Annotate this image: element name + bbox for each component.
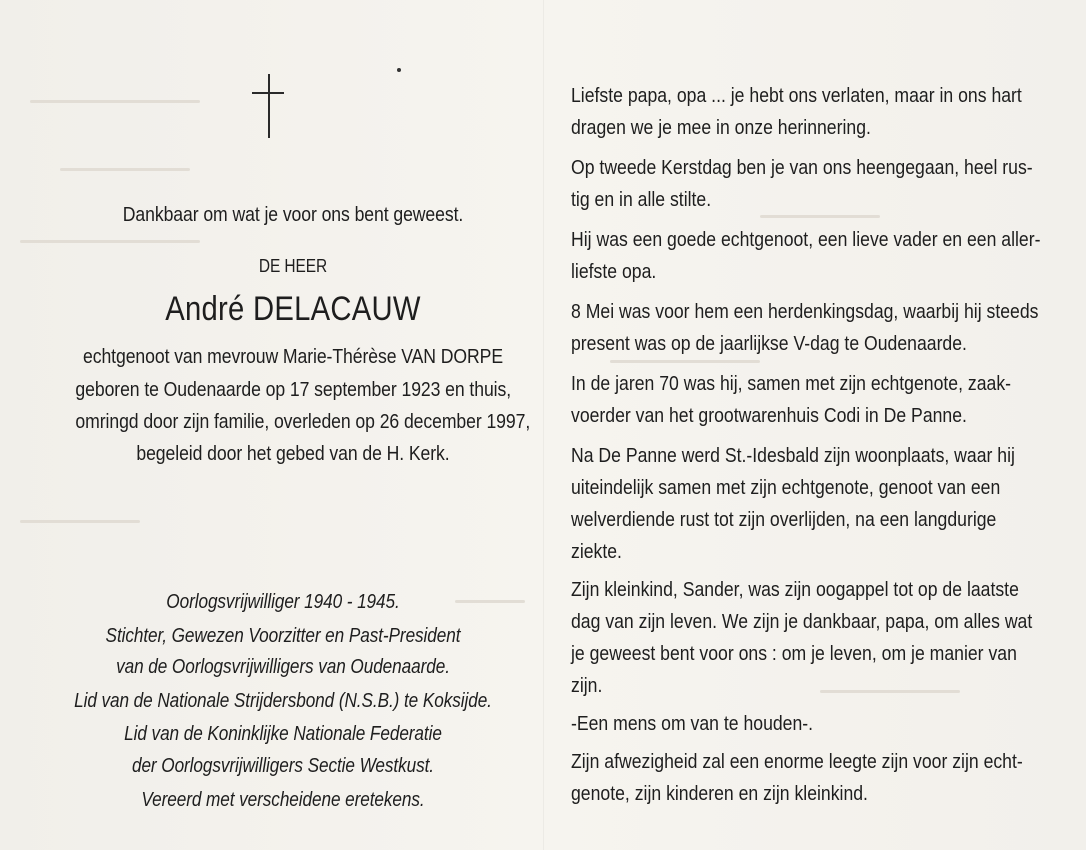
spouse-line: echtgenoot van mevrouw Marie-Thérèse VAN DORPE xyxy=(82,345,504,368)
text-line: present was op de jaarlijkse V-dag te Oudenaarde. xyxy=(571,332,967,355)
bio-line: geboren te Oudenaarde op 17 september 1923 en thuis, xyxy=(75,378,512,401)
text-line: Hij was een goede echtgenoot, een lieve vader en een aller- xyxy=(571,228,1041,251)
text-line: welverdiende rust tot zijn overlijden, na een langdurige xyxy=(571,508,997,531)
honor-line: Vereerd met verscheidene eretekens. xyxy=(141,789,425,811)
paragraph xyxy=(571,574,1045,702)
paragraph xyxy=(571,368,1045,432)
dedication: Dankbaar om wat je voor ons bent geweest. xyxy=(122,203,464,226)
bleed-mark xyxy=(20,520,140,523)
text-line: dag van zijn leven. We zijn je dankbaar, papa, om alles wat xyxy=(571,610,1033,633)
text-line: Zijn kleinkind, Sander, was zijn oogappel tot op de laatste xyxy=(571,578,1019,601)
honor-line: Stichter, Gewezen Voorzitter en Past-President xyxy=(105,625,461,647)
cross-icon-bar xyxy=(252,92,284,94)
text-line: Op tweede Kerstdag ben je van ons heengegaan, heel rus- xyxy=(571,156,1033,179)
honor-line: der Oorlogsvrijwilligers Sectie Westkust. xyxy=(131,755,435,777)
text-line: Liefste papa, opa ... je hebt ons verlaten, maar in ons hart xyxy=(571,84,1022,107)
text-line: Na De Panne werd St.-Idesbald zijn woonplaats, waar hij xyxy=(571,444,1015,467)
paragraph xyxy=(571,296,1045,360)
bleed-mark xyxy=(610,360,760,363)
honor-line: Lid van de Koninklijke Nationale Federatie xyxy=(124,723,442,745)
paragraph xyxy=(571,152,1045,216)
paragraph xyxy=(571,708,1045,740)
text-line: genote, zijn kinderen en zijn kleinkind. xyxy=(571,782,868,805)
text-line: Zijn afwezigheid zal een enorme leegte zijn voor zijn echt- xyxy=(571,750,1023,773)
bleed-mark xyxy=(30,100,200,103)
ink-dot xyxy=(397,68,401,72)
text-line: dragen we je mee in onze herinnering. xyxy=(571,116,871,139)
bio-line: begeleid door het gebed van de H. Kerk. xyxy=(136,442,450,465)
text-line: voerder van het grootwarenhuis Codi in De Panne. xyxy=(571,404,967,427)
text-line: ziekte. xyxy=(571,540,622,563)
text-line: tig en in alle stilte. xyxy=(571,188,712,211)
bleed-mark xyxy=(20,240,200,243)
text-line: zijn. xyxy=(571,674,603,697)
paragraph xyxy=(571,80,1045,144)
honor-line: Oorlogsvrijwilliger 1940 - 1945. xyxy=(166,591,400,613)
text-line: In de jaren 70 was hij, samen met zijn echtgenote, zaak- xyxy=(571,372,1012,395)
deceased-name: André DELACAUW xyxy=(165,290,421,328)
text-line: liefste opa. xyxy=(571,260,657,283)
text-line: 8 Mei was voor hem een herdenkingsdag, waarbij hij steeds xyxy=(571,300,1039,323)
honor-line: Lid van de Nationale Strijdersbond (N.S.B.) te Koksijde. xyxy=(74,690,492,712)
honor-line: van de Oorlogsvrijwilligers van Oudenaarde. xyxy=(116,656,450,678)
card-fold xyxy=(543,0,544,850)
paragraph xyxy=(571,746,1045,810)
bio-line: omringd door zijn familie, overleden op 26 december 1997, xyxy=(75,410,531,433)
text-line: -Een mens om van te houden-. xyxy=(571,712,814,735)
paragraph xyxy=(571,440,1045,568)
title: DE HEER xyxy=(258,256,328,276)
paragraph xyxy=(571,224,1045,288)
text-line: uiteindelijk samen met zijn echtgenote, genoot van een xyxy=(571,476,1001,499)
text-line: je geweest bent voor ons : om je leven, om je manier van xyxy=(571,642,1017,665)
bleed-mark xyxy=(60,168,190,171)
cross-icon xyxy=(268,74,270,138)
